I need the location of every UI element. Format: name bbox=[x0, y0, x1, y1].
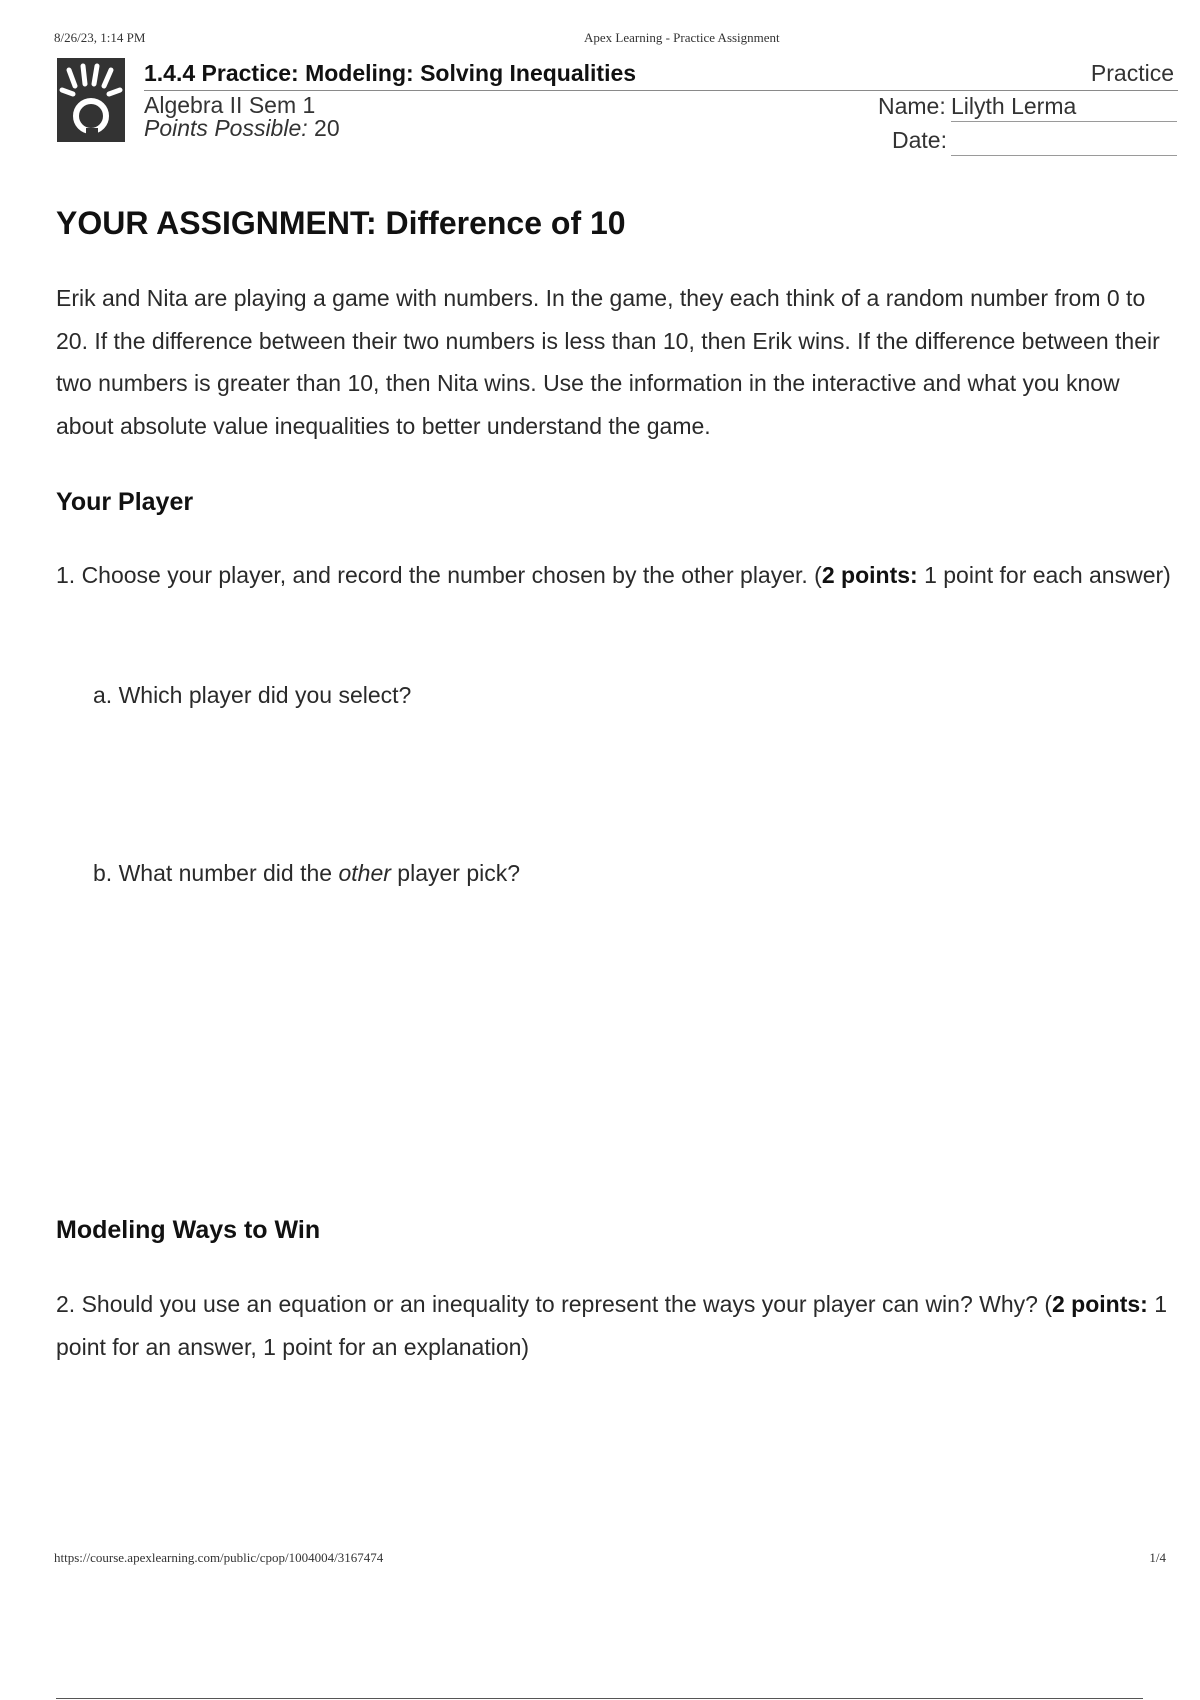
question-2 bbox=[56, 1283, 1176, 1368]
question-1b bbox=[93, 860, 520, 887]
question-1b-emphasis: other bbox=[338, 860, 391, 886]
print-datetime: 8/26/23, 1:14 PM bbox=[54, 30, 146, 45]
apex-learning-logo-icon bbox=[57, 58, 125, 142]
question-1a: a. Which player did you select? bbox=[93, 682, 412, 708]
question-1b-text-end: player pick? bbox=[390, 860, 521, 886]
question-2-text: 2. Should you use an equation or an inequality to represent the ways your player can win? Why? ( bbox=[56, 1291, 1052, 1317]
date-label: Date: bbox=[892, 127, 947, 153]
name-field[interactable]: Lilyth Lerma bbox=[951, 91, 1177, 122]
header-title-row bbox=[144, 58, 1178, 91]
question-1-points-detail: 1 point for each answer) bbox=[917, 562, 1171, 588]
points-label: Points Possible: bbox=[144, 115, 308, 141]
question-1-text: 1. Choose your player, and record the number chosen by the other player. ( bbox=[56, 562, 822, 588]
print-url[interactable]: https://course.apexlearning.com/public/cpop/1004004/3167474 bbox=[54, 1550, 384, 1565]
section-heading-your-player: Your Player bbox=[56, 488, 194, 516]
assignment-heading: YOUR ASSIGNMENT: Difference of 10 bbox=[56, 205, 626, 241]
section-heading-ways-to-win: Modeling Ways to Win bbox=[56, 1216, 321, 1244]
print-document-title: Apex Learning - Practice Assignment bbox=[584, 30, 780, 45]
question-2-points: 2 points: bbox=[1051, 1291, 1148, 1317]
name-label: Name: bbox=[878, 93, 946, 119]
lesson-title: 1.4.4 Practice: Modeling: Solving Inequalities bbox=[144, 60, 637, 86]
print-page-number: 1/4 bbox=[1149, 1550, 1166, 1565]
date-field[interactable] bbox=[951, 125, 1177, 156]
page-divider bbox=[56, 1698, 1143, 1699]
assignment-type: Practice bbox=[1090, 60, 1174, 86]
question-2-points-detail: 1 point for an answer, 1 point for an explanation) bbox=[56, 1291, 1168, 1360]
points-possible bbox=[144, 115, 340, 142]
question-1 bbox=[56, 554, 1176, 597]
question-1-points: 2 points: bbox=[821, 562, 918, 588]
assignment-intro: Erik and Nita are playing a game with numbers. In the game, they each think of a random number from 0 to 20. If the difference between their two numbers is less than 10, then Erik wins. If the difference between their two numbers is greater than 10, then Nita wins. Use the information in the interactive and what you know about absolute value inequalities to better understand the game. bbox=[56, 285, 1160, 439]
points-value: 20 bbox=[314, 115, 340, 141]
course-name: Algebra II Sem 1 bbox=[144, 92, 316, 118]
question-1b-text: b. What number did the bbox=[93, 860, 339, 886]
